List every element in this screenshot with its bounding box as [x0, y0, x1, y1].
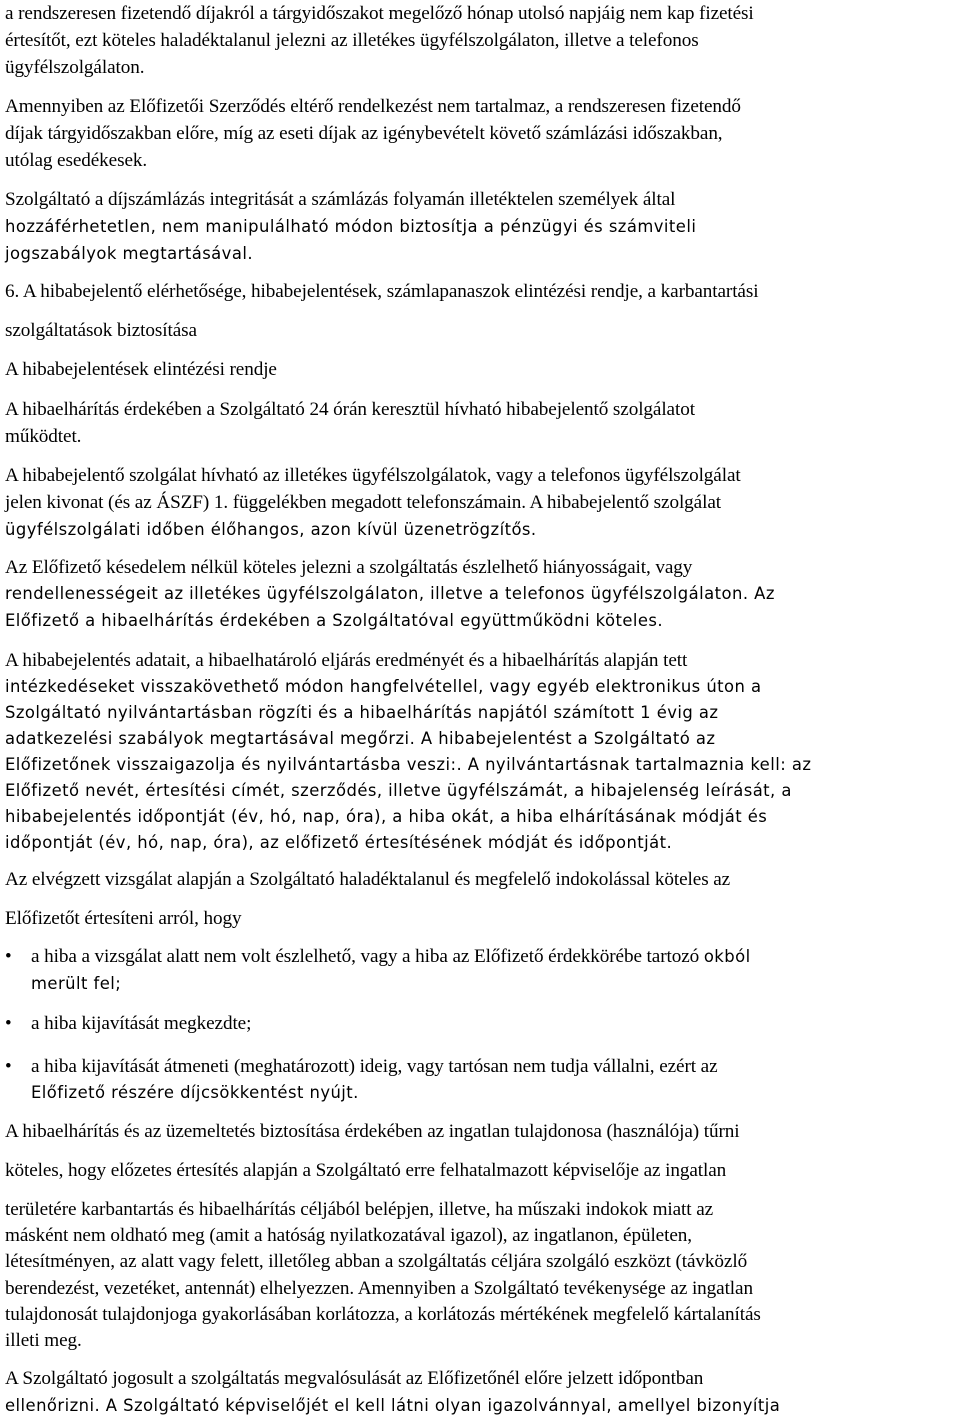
text-line: tulajdonosát tulajdonjoga gyakorlásában korlátozza, a korlátozás mértékének megfelelő kártalanítás	[5, 1304, 761, 1325]
text-line: értesítőt, ezt köteles haladéktalanul jelezni az illetékes ügyfélszolgálaton, illetve a telefonos	[5, 30, 699, 51]
text-line: Előfizető a hibaelhárítás érdekében a Szolgáltatóval együttműködni köteles.	[5, 611, 664, 630]
text-line: Előfizetőnek visszaigazolja és nyilvántartásba veszi:. A nyilvántartásnak tartalmaznia kell: az	[5, 755, 812, 774]
text-line: A Szolgáltató jogosult a szolgáltatás megvalósulását az Előfizetőnél előre jelzett időpontban	[5, 1368, 704, 1389]
text-line: időpontját (év, hó, nap, óra), az előfizető értesítésének módját és időpontját.	[5, 833, 673, 852]
subsection-heading: A hibabejelentések elintézési rendje	[5, 359, 277, 380]
text-line: A hibabejelentő szolgálat hívható az illetékes ügyfélszolgálatok, vagy a telefonos ügyfélszolgálat	[5, 465, 741, 486]
text-line: Amennyiben az Előfizetői Szerződés eltérő rendelkezést nem tartalmaz, a rendszeresen fizetendő	[5, 96, 741, 117]
text-line: A hibabejelentés adatait, a hibaelhatároló eljárás eredményét és a hibaelhárítás alapján tett	[5, 650, 688, 671]
text-line: Előfizető nevét, értesítési címét, szerződés, illetve ügyfélszámát, a hibajelenség leírását, a	[5, 781, 792, 800]
bullet-marker: •	[5, 946, 12, 967]
text-line: utólag esedékesek.	[5, 150, 148, 171]
bullet-marker: •	[5, 1013, 12, 1034]
section-heading: szolgáltatások biztosítása	[5, 320, 197, 341]
text-line: Szolgáltató nyilvántartásban rögzíti és a hibaelhárítás napjától számított 1 évig az	[5, 703, 719, 722]
text-line: ellenőrizni. A Szolgáltató képviselőjét el kell látni olyan igazolvánnyal, amellyel bizonyítja	[5, 1396, 781, 1415]
text-line: Az elvégzett vizsgálat alapján a Szolgáltató haladéktalanul és megfelelő indokolással köteles az	[5, 869, 731, 890]
text-line: köteles, hogy előzetes értesítés alapján a Szolgáltató erre felhatalmazott képviselője az ingatlan	[5, 1160, 727, 1181]
text-line: A hibaelhárítás érdekében a Szolgáltató 24 órán keresztül hívható hibabejelentő szolgálatot	[5, 399, 695, 420]
text-line: ügyfélszolgálati időben élőhangos, azon kívül üzenetrögzítős.	[5, 520, 537, 539]
text-line: a rendszeresen fizetendő díjakról a tárgyidőszakot megelőző hónap utolsó napjáig nem kap fizetési	[5, 3, 754, 24]
bullet-item: a hiba a vizsgálat alatt nem volt észlelhető, vagy a hiba az Előfizető érdekkörébe tartozó okból	[31, 946, 751, 967]
text-line: intézkedéseket visszakövethető módon hangfelvétellel, vagy egyéb elektronikus úton a	[5, 677, 762, 696]
text-line: A hibaelhárítás és az üzemeltetés biztosítása érdekében az ingatlan tulajdonosa (használója) tűrni	[5, 1121, 740, 1142]
text-line: Az Előfizető késedelem nélkül köteles jelezni a szolgáltatás észlelhető hiányosságait, vagy	[5, 557, 693, 578]
text-line: Előfizető részére díjcsökkentést nyújt.	[31, 1083, 359, 1102]
text-line: jogszabályok megtartásával.	[5, 244, 253, 263]
text-line: adatkezelési szabályok megtartásával megőrzi. A hibabejelentést a Szolgáltató az	[5, 729, 716, 748]
text-line: létesítményen, az alatt vagy felett, illetőleg abban a szolgáltatás céljára szolgáló eszközt (távközlő	[5, 1251, 748, 1272]
text-line: Előfizetőt értesíteni arról, hogy	[5, 908, 242, 929]
text-line: jelen kivonat (és az ÁSZF) 1. függelékben megadott telefonszámain. A hibabejelentő szolgálat	[5, 492, 721, 513]
text-line: Szolgáltató a díjszámlázás integritását a számlázás folyamán illetéktelen személyek által	[5, 189, 676, 210]
text-line: merült fel;	[31, 974, 122, 993]
bullet-marker: •	[5, 1056, 12, 1077]
text-line: működtet.	[5, 426, 82, 447]
bullet-item: a hiba kijavítását átmeneti (meghatározott) ideig, vagy tartósan nem tudja vállalni, ezért az	[31, 1056, 718, 1077]
text-line: ügyfélszolgálaton.	[5, 57, 145, 78]
text-line: rendellenességeit az illetékes ügyfélszolgálaton, illetve a telefonos ügyfélszolgálaton. Az	[5, 584, 775, 603]
text-line: területére karbantartás és hibaelhárítás céljából belépjen, illetve, ha műszaki indokok miatt az	[5, 1199, 714, 1220]
section-heading: 6. A hibabejelentő elérhetősége, hibabejelentések, számlapanaszok elintézési rendje, a karbantartási	[5, 281, 759, 302]
text-line: hibabejelentés időpontját (év, hó, nap, óra), a hiba okát, a hiba elhárításának módját és	[5, 807, 768, 826]
text-line: díjak tárgyidőszakban előre, míg az eseti díjak az igénybevételt követő számlázási időszakban,	[5, 123, 723, 144]
text-line: berendezést, vezetéket, antennát) elhelyezzen. Amennyiben a Szolgáltató tevékenysége az ingatlan	[5, 1278, 753, 1299]
bullet-item: a hiba kijavítását megkezdte;	[31, 1013, 252, 1034]
text-line: illeti meg.	[5, 1330, 82, 1351]
text-line: másként nem oldható meg (amit a hatóság nyilatkozatával igazol), az ingatlanon, épületen,	[5, 1225, 692, 1246]
text-line: hozzáférhetetlen, nem manipulálható módon biztosítja a pénzügyi és számviteli	[5, 217, 697, 236]
